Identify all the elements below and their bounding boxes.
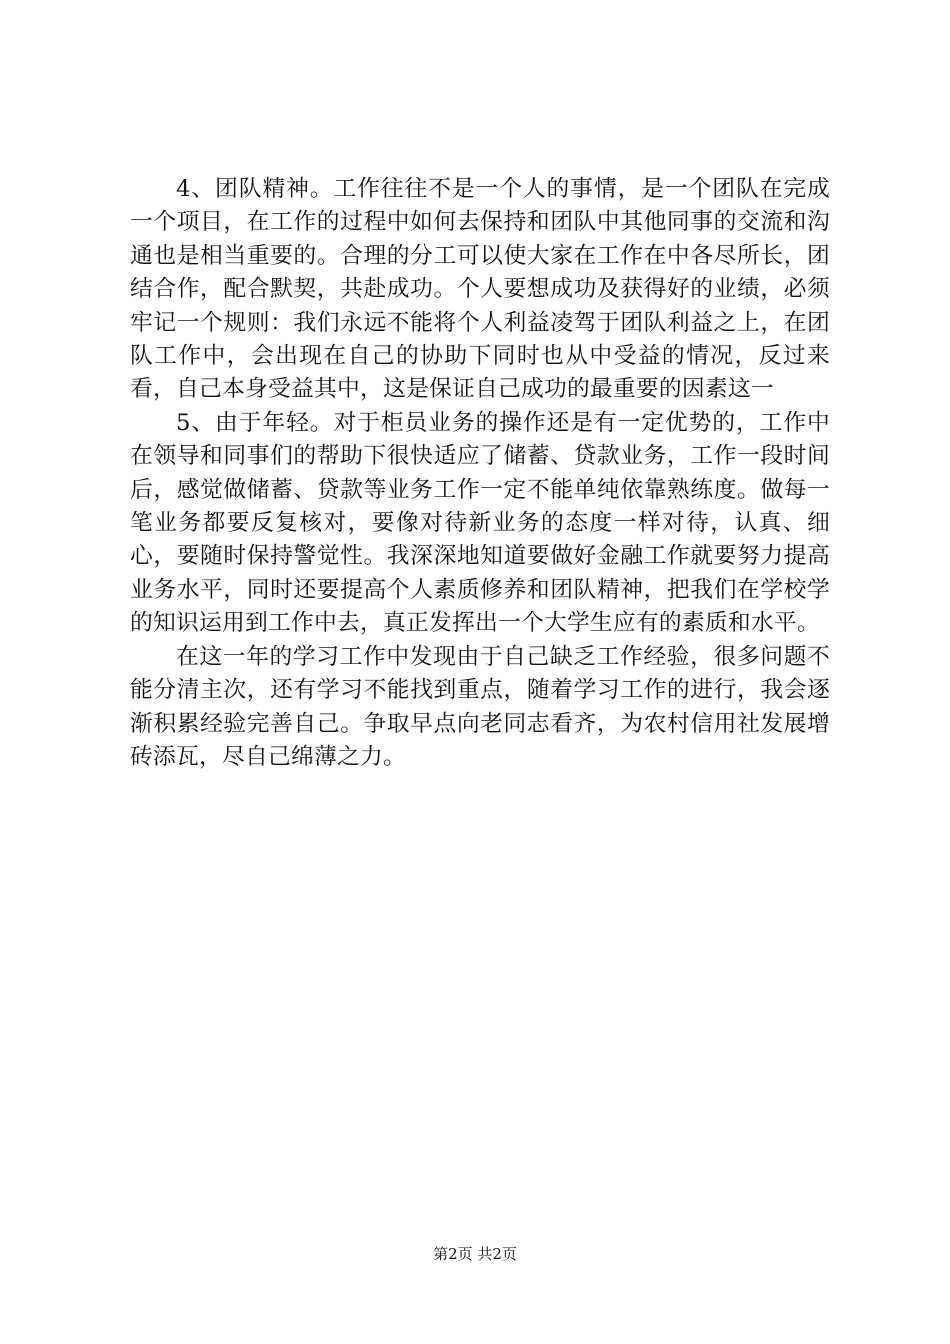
paragraph-team-spirit: 4、团队精神。工作往往不是一个人的事情，是一个团队在完成一个项目，在工作的过程中如何去保持和团队中其他同事的交流和沟通也是相当重要的。合理的分工可以使大家在工作在中各尽所长，团结合作，配合默契，共赴成功。个人要想成功及获得好的业绩，必须牢记一个规则：我们永远不能将个人利益凌驾于团队利益之上，在团队工作中，会出现在自己的协助下同时也从中受益的情况，反过来看，自己本身受益其中，这是保证自己成功的最重要的因素这一 (130, 176, 830, 403)
page-number-footer: 第2页 共2页 (433, 1245, 517, 1263)
paragraph-youth: 5、由于年轻。对于柜员业务的操作还是有一定优势的，工作中在领导和同事们的帮助下很快适应了储蓄、贷款业务，工作一段时间后，感觉做储蓄、贷款等业务工作一定不能单纯依靠熟练度。做每一笔业务都要反复核对，要像对待新业务的态度一样对待，认真、细心，要随时保持警觉性。我深深地知道要做好金融工作就要努力提高业务水平，同时还要提高个人素质修养和团队精神，把我们在学校学的知识运用到工作中去，真正发挥出一个大学生应有的素质和水平。 (130, 409, 830, 637)
paragraph-conclusion: 在这一年的学习工作中发现由于自己缺乏工作经验，很多问题不能分清主次，还有学习不能找到重点，随着学习工作的进行，我会逐渐积累经验完善自己。争取早点向老同志看齐，为农村信用社发展增砖添瓦，尽自己绵薄之力。 (130, 643, 830, 770)
document-body (130, 173, 830, 774)
